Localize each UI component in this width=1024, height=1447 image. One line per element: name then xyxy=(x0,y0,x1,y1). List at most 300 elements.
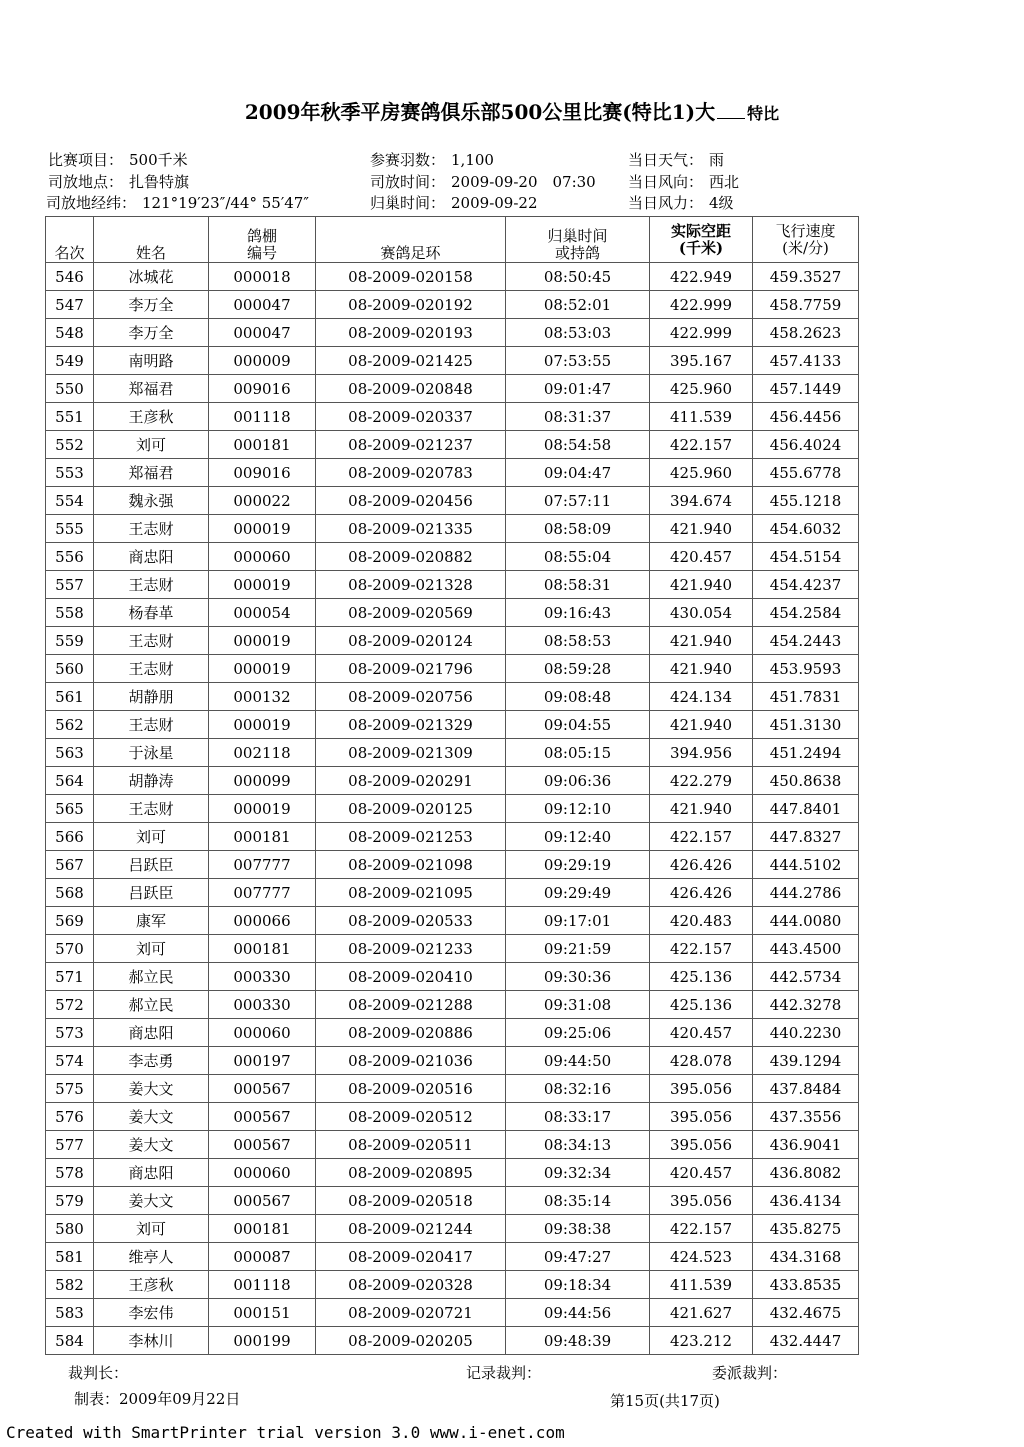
cell-loft: 007777 xyxy=(209,851,316,879)
cell-name: 魏永强 xyxy=(94,487,209,515)
cell-loft: 000181 xyxy=(209,935,316,963)
cell-time: 08:33:17 xyxy=(506,1103,650,1131)
cell-name: 维亭人 xyxy=(94,1243,209,1271)
cell-time: 09:12:40 xyxy=(506,823,650,851)
meta-release-place-value: 扎鲁特旗 xyxy=(129,173,190,191)
table-row xyxy=(46,403,859,431)
footer-made-date: 2009年09月22日 xyxy=(119,1390,241,1408)
cell-distance: 424.134 xyxy=(650,683,753,711)
cell-loft: 000567 xyxy=(209,1075,316,1103)
cell-name: 胡静涛 xyxy=(94,767,209,795)
cell-speed: 457.1449 xyxy=(753,375,859,403)
table-row xyxy=(46,1271,859,1299)
cell-rank: 577 xyxy=(46,1131,94,1159)
cell-rank: 556 xyxy=(46,543,94,571)
cell-ring: 08-2009-020291 xyxy=(316,767,506,795)
header-rank: 名次 xyxy=(46,217,94,263)
cell-name: 刘可 xyxy=(94,823,209,851)
cell-loft: 000019 xyxy=(209,795,316,823)
table-row xyxy=(46,1103,859,1131)
cell-ring: 08-2009-020337 xyxy=(316,403,506,431)
cell-name: 刘可 xyxy=(94,1215,209,1243)
cell-name: 吕跃臣 xyxy=(94,879,209,907)
cell-time: 08:05:15 xyxy=(506,739,650,767)
cell-rank: 549 xyxy=(46,347,94,375)
cell-loft: 009016 xyxy=(209,375,316,403)
cell-distance: 420.457 xyxy=(650,543,753,571)
title-blank-line xyxy=(717,118,745,119)
meta-coords-label: 司放地经纬： xyxy=(46,194,137,212)
cell-rank: 552 xyxy=(46,431,94,459)
cell-distance: 423.212 xyxy=(650,1327,753,1355)
header-distance xyxy=(650,217,753,263)
cell-name: 李宏伟 xyxy=(94,1299,209,1327)
meta-wind-dir-value: 西北 xyxy=(709,173,740,191)
cell-name: 郑福君 xyxy=(94,375,209,403)
meta-coords xyxy=(46,192,309,213)
cell-rank: 566 xyxy=(46,823,94,851)
cell-name: 王彦秋 xyxy=(94,403,209,431)
cell-ring: 08-2009-020895 xyxy=(316,1159,506,1187)
cell-rank: 547 xyxy=(46,291,94,319)
cell-ring: 08-2009-021328 xyxy=(316,571,506,599)
header-distance-line2: (千米) xyxy=(678,238,724,257)
cell-distance: 422.279 xyxy=(650,767,753,795)
cell-time: 08:58:09 xyxy=(506,515,650,543)
cell-distance: 394.674 xyxy=(650,487,753,515)
cell-ring: 08-2009-020783 xyxy=(316,459,506,487)
cell-ring: 08-2009-020721 xyxy=(316,1299,506,1327)
table-row xyxy=(46,1299,859,1327)
cell-time: 09:04:55 xyxy=(506,711,650,739)
table-row xyxy=(46,935,859,963)
cell-speed: 447.8327 xyxy=(753,823,859,851)
cell-loft: 000181 xyxy=(209,1215,316,1243)
cell-time: 07:53:55 xyxy=(506,347,650,375)
table-row xyxy=(46,291,859,319)
meta-release-place xyxy=(48,171,189,192)
cell-distance: 395.056 xyxy=(650,1131,753,1159)
table-row xyxy=(46,1187,859,1215)
cell-ring: 08-2009-020417 xyxy=(316,1243,506,1271)
cell-speed: 444.0080 xyxy=(753,907,859,935)
cell-speed: 447.8401 xyxy=(753,795,859,823)
cell-ring: 08-2009-020516 xyxy=(316,1075,506,1103)
cell-time: 09:01:47 xyxy=(506,375,650,403)
cell-name: 郑福君 xyxy=(94,459,209,487)
footer-chief-judge: 裁判长： xyxy=(68,1364,129,1382)
cell-name: 吕跃臣 xyxy=(94,851,209,879)
cell-name: 商忠阳 xyxy=(94,543,209,571)
meta-wind-dir xyxy=(628,171,739,192)
meta-wind-force-value: 4级 xyxy=(709,194,734,212)
cell-loft: 000047 xyxy=(209,291,316,319)
cell-name: 于泳星 xyxy=(94,739,209,767)
cell-speed: 458.7759 xyxy=(753,291,859,319)
table-row xyxy=(46,851,859,879)
cell-distance: 422.999 xyxy=(650,291,753,319)
meta-project xyxy=(48,149,188,170)
table-row xyxy=(46,879,859,907)
cell-rank: 555 xyxy=(46,515,94,543)
cell-time: 09:12:10 xyxy=(506,795,650,823)
table-row xyxy=(46,795,859,823)
cell-speed: 433.8535 xyxy=(753,1271,859,1299)
header-loft-line1: 鸽棚 xyxy=(246,227,277,245)
cell-ring: 08-2009-021233 xyxy=(316,935,506,963)
table-row xyxy=(46,1131,859,1159)
cell-speed: 437.8484 xyxy=(753,1075,859,1103)
cell-ring: 08-2009-020511 xyxy=(316,1131,506,1159)
cell-loft: 000019 xyxy=(209,571,316,599)
table-row xyxy=(46,655,859,683)
header-time-line1: 归巢时间 xyxy=(547,227,608,245)
cell-ring: 08-2009-021098 xyxy=(316,851,506,879)
table-row xyxy=(46,571,859,599)
cell-name: 胡静朋 xyxy=(94,683,209,711)
meta-wind-dir-label: 当日风向： xyxy=(628,173,704,191)
meta-release-time-label: 司放时间： xyxy=(370,173,446,191)
meta-count-value: 1,100 xyxy=(451,151,494,169)
cell-speed: 434.3168 xyxy=(753,1243,859,1271)
cell-time: 09:38:38 xyxy=(506,1215,650,1243)
cell-rank: 562 xyxy=(46,711,94,739)
cell-name: 王志财 xyxy=(94,655,209,683)
cell-distance: 425.960 xyxy=(650,459,753,487)
cell-loft: 000047 xyxy=(209,319,316,347)
meta-count-label: 参赛羽数： xyxy=(370,151,446,169)
cell-rank: 572 xyxy=(46,991,94,1019)
cell-distance: 426.426 xyxy=(650,851,753,879)
cell-speed: 432.4447 xyxy=(753,1327,859,1355)
cell-ring: 08-2009-021329 xyxy=(316,711,506,739)
cell-ring: 08-2009-020512 xyxy=(316,1103,506,1131)
cell-loft: 000567 xyxy=(209,1131,316,1159)
cell-rank: 575 xyxy=(46,1075,94,1103)
meta-weather-label: 当日天气： xyxy=(628,151,704,169)
cell-rank: 564 xyxy=(46,767,94,795)
cell-distance: 420.457 xyxy=(650,1159,753,1187)
cell-speed: 459.3527 xyxy=(753,263,859,291)
cell-name: 姜大文 xyxy=(94,1075,209,1103)
cell-loft: 000019 xyxy=(209,515,316,543)
table-row xyxy=(46,319,859,347)
cell-speed: 458.2623 xyxy=(753,319,859,347)
cell-distance: 425.960 xyxy=(650,375,753,403)
cell-rank: 560 xyxy=(46,655,94,683)
cell-ring: 08-2009-020456 xyxy=(316,487,506,515)
cell-speed: 444.2786 xyxy=(753,879,859,907)
cell-ring: 08-2009-020848 xyxy=(316,375,506,403)
table-row xyxy=(46,1215,859,1243)
cell-time: 09:29:49 xyxy=(506,879,650,907)
cell-ring: 08-2009-020125 xyxy=(316,795,506,823)
cell-ring: 08-2009-021425 xyxy=(316,347,506,375)
cell-rank: 550 xyxy=(46,375,94,403)
cell-speed: 432.4675 xyxy=(753,1299,859,1327)
cell-loft: 007777 xyxy=(209,879,316,907)
cell-rank: 569 xyxy=(46,907,94,935)
header-speed-line1: 飞行速度 xyxy=(775,221,836,240)
cell-distance: 395.056 xyxy=(650,1075,753,1103)
cell-rank: 546 xyxy=(46,263,94,291)
table-row xyxy=(46,767,859,795)
cell-speed: 455.6778 xyxy=(753,459,859,487)
cell-speed: 455.1218 xyxy=(753,487,859,515)
cell-time: 09:18:34 xyxy=(506,1271,650,1299)
cell-speed: 456.4024 xyxy=(753,431,859,459)
cell-distance: 411.539 xyxy=(650,403,753,431)
cell-name: 王志财 xyxy=(94,711,209,739)
cell-speed: 451.3130 xyxy=(753,711,859,739)
cell-speed: 436.9041 xyxy=(753,1131,859,1159)
footer-page-number: 第15页(共17页) xyxy=(610,1392,720,1410)
cell-distance: 422.999 xyxy=(650,319,753,347)
meta-project-label: 比赛项目： xyxy=(48,151,124,169)
cell-loft: 000060 xyxy=(209,1159,316,1187)
cell-loft: 002118 xyxy=(209,739,316,767)
cell-rank: 584 xyxy=(46,1327,94,1355)
cell-rank: 578 xyxy=(46,1159,94,1187)
meta-weather-value: 雨 xyxy=(709,151,725,169)
cell-ring: 08-2009-020193 xyxy=(316,319,506,347)
cell-distance: 421.627 xyxy=(650,1299,753,1327)
table-row xyxy=(46,627,859,655)
meta-return-time-value: 2009-09-22 xyxy=(451,194,538,212)
cell-distance: 421.940 xyxy=(650,515,753,543)
cell-distance: 422.157 xyxy=(650,1215,753,1243)
cell-loft: 000060 xyxy=(209,543,316,571)
cell-speed: 453.9593 xyxy=(753,655,859,683)
cell-speed: 450.8638 xyxy=(753,767,859,795)
cell-name: 王志财 xyxy=(94,515,209,543)
table-row xyxy=(46,1159,859,1187)
cell-speed: 436.4134 xyxy=(753,1187,859,1215)
cell-loft: 000199 xyxy=(209,1327,316,1355)
cell-ring: 08-2009-020886 xyxy=(316,1019,506,1047)
meta-release-time-value: 2009-09-20 07:30 xyxy=(451,173,596,191)
table-row xyxy=(46,739,859,767)
cell-speed: 451.2494 xyxy=(753,739,859,767)
cell-distance: 421.940 xyxy=(650,795,753,823)
meta-release-place-label: 司放地点： xyxy=(48,173,124,191)
footer-made xyxy=(74,1388,240,1409)
cell-time: 08:50:45 xyxy=(506,263,650,291)
cell-distance: 395.167 xyxy=(650,347,753,375)
meta-coords-value: 121°19′23″/44° 55′47″ xyxy=(142,194,309,212)
results-table xyxy=(45,216,859,1355)
cell-distance: 422.157 xyxy=(650,935,753,963)
cell-name: 王彦秋 xyxy=(94,1271,209,1299)
cell-time: 09:48:39 xyxy=(506,1327,650,1355)
header-time xyxy=(506,217,650,263)
cell-rank: 571 xyxy=(46,963,94,991)
cell-distance: 430.054 xyxy=(650,599,753,627)
footer-made-label: 制表： xyxy=(74,1390,120,1408)
cell-time: 08:59:28 xyxy=(506,655,650,683)
cell-distance: 395.056 xyxy=(650,1187,753,1215)
cell-distance: 421.940 xyxy=(650,655,753,683)
cell-distance: 422.157 xyxy=(650,823,753,851)
cell-loft: 000567 xyxy=(209,1187,316,1215)
table-row xyxy=(46,347,859,375)
cell-loft: 000019 xyxy=(209,627,316,655)
cell-loft: 000054 xyxy=(209,599,316,627)
cell-loft: 000099 xyxy=(209,767,316,795)
cell-rank: 583 xyxy=(46,1299,94,1327)
table-row xyxy=(46,459,859,487)
cell-loft: 000181 xyxy=(209,823,316,851)
cell-ring: 08-2009-020205 xyxy=(316,1327,506,1355)
table-row xyxy=(46,515,859,543)
cell-ring: 08-2009-021036 xyxy=(316,1047,506,1075)
cell-time: 09:08:48 xyxy=(506,683,650,711)
cell-ring: 08-2009-020410 xyxy=(316,963,506,991)
cell-distance: 421.940 xyxy=(650,627,753,655)
table-row xyxy=(46,487,859,515)
cell-speed: 457.4133 xyxy=(753,347,859,375)
cell-time: 09:25:06 xyxy=(506,1019,650,1047)
cell-rank: 551 xyxy=(46,403,94,431)
cell-name: 杨春革 xyxy=(94,599,209,627)
cell-time: 08:52:01 xyxy=(506,291,650,319)
cell-speed: 454.4237 xyxy=(753,571,859,599)
cell-rank: 567 xyxy=(46,851,94,879)
cell-rank: 579 xyxy=(46,1187,94,1215)
cell-distance: 425.136 xyxy=(650,963,753,991)
table-row xyxy=(46,1019,859,1047)
cell-rank: 553 xyxy=(46,459,94,487)
cell-time: 09:30:36 xyxy=(506,963,650,991)
table-row xyxy=(46,991,859,1019)
cell-ring: 08-2009-021335 xyxy=(316,515,506,543)
cell-rank: 561 xyxy=(46,683,94,711)
title-suffix: 特比 xyxy=(747,104,780,123)
cell-name: 李志勇 xyxy=(94,1047,209,1075)
cell-loft: 000567 xyxy=(209,1103,316,1131)
title-main: 2009年秋季平房赛鸽俱乐部500公里比赛(特比1)大 xyxy=(244,100,716,124)
meta-project-value: 500千米 xyxy=(129,151,188,169)
meta-wind-force-label: 当日风力： xyxy=(628,194,704,212)
cell-speed: 444.5102 xyxy=(753,851,859,879)
cell-name: 康军 xyxy=(94,907,209,935)
meta-wind-force xyxy=(628,192,734,213)
cell-name: 王志财 xyxy=(94,627,209,655)
cell-loft: 000018 xyxy=(209,263,316,291)
cell-time: 07:57:11 xyxy=(506,487,650,515)
table-row xyxy=(46,599,859,627)
cell-loft: 000330 xyxy=(209,991,316,1019)
cell-name: 刘可 xyxy=(94,935,209,963)
cell-distance: 424.523 xyxy=(650,1243,753,1271)
header-name: 姓名 xyxy=(94,217,209,263)
cell-speed: 454.2443 xyxy=(753,627,859,655)
table-body xyxy=(46,263,859,1355)
cell-time: 09:31:08 xyxy=(506,991,650,1019)
cell-time: 08:32:16 xyxy=(506,1075,650,1103)
table-row xyxy=(46,263,859,291)
cell-name: 冰城花 xyxy=(94,263,209,291)
cell-time: 09:06:36 xyxy=(506,767,650,795)
cell-time: 09:32:34 xyxy=(506,1159,650,1187)
cell-speed: 440.2230 xyxy=(753,1019,859,1047)
cell-speed: 437.3556 xyxy=(753,1103,859,1131)
cell-rank: 565 xyxy=(46,795,94,823)
cell-loft: 001118 xyxy=(209,1271,316,1299)
footer-appointed-judge: 委派裁判： xyxy=(712,1364,788,1382)
table-row xyxy=(46,683,859,711)
cell-name: 李林川 xyxy=(94,1327,209,1355)
cell-name: 姜大文 xyxy=(94,1103,209,1131)
table-row xyxy=(46,1327,859,1355)
cell-distance: 395.056 xyxy=(650,1103,753,1131)
cell-loft: 000132 xyxy=(209,683,316,711)
cell-loft: 000022 xyxy=(209,487,316,515)
cell-rank: 573 xyxy=(46,1019,94,1047)
cell-name: 李万全 xyxy=(94,319,209,347)
header-speed xyxy=(753,217,859,263)
cell-rank: 548 xyxy=(46,319,94,347)
table-row xyxy=(46,1243,859,1271)
cell-loft: 000181 xyxy=(209,431,316,459)
header-speed-line2: (米/分) xyxy=(782,238,829,257)
cell-rank: 559 xyxy=(46,627,94,655)
cell-ring: 08-2009-021796 xyxy=(316,655,506,683)
cell-distance: 421.940 xyxy=(650,571,753,599)
cell-rank: 581 xyxy=(46,1243,94,1271)
cell-speed: 436.8082 xyxy=(753,1159,859,1187)
cell-distance: 425.136 xyxy=(650,991,753,1019)
cell-ring: 08-2009-021288 xyxy=(316,991,506,1019)
cell-rank: 582 xyxy=(46,1271,94,1299)
cell-name: 姜大文 xyxy=(94,1131,209,1159)
cell-speed: 443.4500 xyxy=(753,935,859,963)
meta-return-time xyxy=(370,192,538,213)
cell-distance: 411.539 xyxy=(650,1271,753,1299)
table-row xyxy=(46,431,859,459)
cell-loft: 000009 xyxy=(209,347,316,375)
cell-loft: 000060 xyxy=(209,1019,316,1047)
cell-speed: 442.3278 xyxy=(753,991,859,1019)
table-row xyxy=(46,823,859,851)
cell-ring: 08-2009-020124 xyxy=(316,627,506,655)
cell-distance: 422.157 xyxy=(650,431,753,459)
cell-name: 商忠阳 xyxy=(94,1019,209,1047)
cell-loft: 000087 xyxy=(209,1243,316,1271)
cell-ring: 08-2009-020569 xyxy=(316,599,506,627)
cell-time: 08:55:04 xyxy=(506,543,650,571)
cell-time: 08:58:31 xyxy=(506,571,650,599)
cell-speed: 454.6032 xyxy=(753,515,859,543)
cell-speed: 451.7831 xyxy=(753,683,859,711)
cell-distance: 420.483 xyxy=(650,907,753,935)
cell-speed: 454.5154 xyxy=(753,543,859,571)
cell-loft: 001118 xyxy=(209,403,316,431)
header-loft xyxy=(209,217,316,263)
cell-ring: 08-2009-021253 xyxy=(316,823,506,851)
cell-time: 08:53:03 xyxy=(506,319,650,347)
cell-time: 08:31:37 xyxy=(506,403,650,431)
cell-distance: 428.078 xyxy=(650,1047,753,1075)
cell-speed: 442.5734 xyxy=(753,963,859,991)
page-title xyxy=(0,96,1024,125)
cell-rank: 568 xyxy=(46,879,94,907)
cell-ring: 08-2009-020518 xyxy=(316,1187,506,1215)
meta-count xyxy=(370,149,494,170)
cell-loft: 000019 xyxy=(209,655,316,683)
cell-name: 李万全 xyxy=(94,291,209,319)
table-row xyxy=(46,375,859,403)
